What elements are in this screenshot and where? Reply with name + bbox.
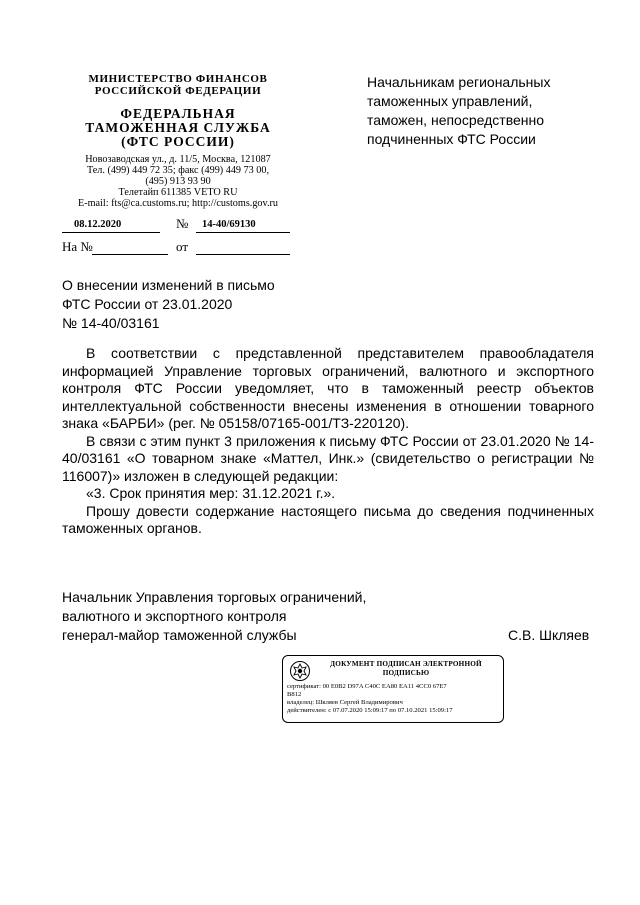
service-line: ТАМОЖЕННАЯ СЛУЖБА xyxy=(85,120,271,135)
emblem-icon xyxy=(289,660,311,682)
stamp-title-line: ДОКУМЕНТ ПОДПИСАН ЭЛЕКТРОННОЙ xyxy=(330,660,482,668)
contact-phone: Тел. (499) 449 72 35; факс (499) 449 73 00, xyxy=(86,165,270,176)
letter-body xyxy=(62,345,594,538)
number-underline xyxy=(196,232,290,233)
signer-position xyxy=(62,588,392,645)
signer-position-line: валютного и экспортного контроля xyxy=(62,608,287,624)
stamp-title-line: ПОДПИСЬЮ xyxy=(382,669,430,677)
contact-block xyxy=(60,154,296,209)
letter-subject xyxy=(62,276,322,333)
body-paragraph: В соответствии с представленной представителем правообладателя информацией Управление торговых ограничений, валютного и экспортного контроля ФТС России уведомляет, что в таможенный реестр объектов интеллектуальной собственности внесены изменения в отношении товарного знака «БАРБИ» (рег. № 05158/07165-001/ТЗ-220120). xyxy=(62,345,594,431)
ministry-line: РОССИЙСКОЙ ФЕДЕРАЦИИ xyxy=(94,85,262,97)
stamp-owner: владелец: Шкляев Сергей Владимирович xyxy=(287,699,403,706)
stamp-certificate-cont: B812 xyxy=(287,691,302,698)
reference-date-underline xyxy=(196,254,290,255)
contact-email: E-mail: fts@ca.customs.ru; http://customs.gov.ru xyxy=(78,198,278,209)
addressee-line: Начальникам региональных xyxy=(367,74,551,90)
registration-number: 14-40/69130 xyxy=(202,219,256,230)
service-name xyxy=(60,107,296,149)
registration-date: 08.12.2020 xyxy=(74,219,122,230)
reference-number-underline xyxy=(92,254,168,255)
subject-line: ФТС России от 23.01.2020 xyxy=(62,296,233,312)
addressee xyxy=(367,73,587,149)
ministry-line: МИНИСТЕРСТВО ФИНАНСОВ xyxy=(88,73,268,85)
reference-number-label: На № xyxy=(62,239,93,254)
body-paragraph: Прошу довести содержание настоящего письма до сведения подчиненных таможенных органов. xyxy=(62,502,594,536)
addressee-line: таможен, непосредственно xyxy=(367,112,545,128)
body-paragraph: В связи с этим пункт 3 приложения к письму ФТС России от 23.01.2020 № 14-40/03161 «О товарном знаке «Маттел, Инк.» (свидетельство о регистрации № 116007)» изложен в следующей редакции: xyxy=(62,432,594,484)
service-line: ФЕДЕРАЛЬНАЯ xyxy=(120,106,236,121)
stamp-validity: действителен: с 07.07.2020 15:09:17 по 07.10.2021 15:09:17 xyxy=(287,707,453,714)
subject-line: О внесении изменений в письмо xyxy=(62,277,275,293)
subject-line: № 14-40/03161 xyxy=(62,315,160,331)
e-signature-stamp xyxy=(282,655,504,723)
reference-date-label: от xyxy=(176,239,189,254)
stamp-title xyxy=(313,660,499,678)
contact-address: Новозаводская ул., д. 11/5, Москва, 121087 xyxy=(85,154,271,165)
stamp-details xyxy=(287,683,499,715)
service-line: (ФТС РОССИИ) xyxy=(121,134,235,149)
body-paragraph: «3. Срок принятия мер: 31.12.2021 г.». xyxy=(86,485,336,501)
addressee-line: таможенных управлений, xyxy=(367,93,533,109)
number-label: № xyxy=(176,216,189,231)
contact-teletype: Телетайп 611385 VETO RU xyxy=(118,187,238,198)
date-underline xyxy=(62,232,160,233)
signer-name: С.В. Шкляев xyxy=(508,627,590,643)
stamp-certificate: сертификат: 00 E0B2 D97A C40C EA80 EA11 4CC0 67E7 xyxy=(287,683,447,690)
ministry-name xyxy=(60,73,296,97)
addressee-line: подчиненных ФТС России xyxy=(367,131,536,147)
contact-phone-2: (495) 913 93 90 xyxy=(145,176,211,187)
signer-position-line: Начальник Управления торговых ограничений, xyxy=(62,589,367,605)
signer-position-line: генерал-майор таможенной службы xyxy=(62,627,297,643)
